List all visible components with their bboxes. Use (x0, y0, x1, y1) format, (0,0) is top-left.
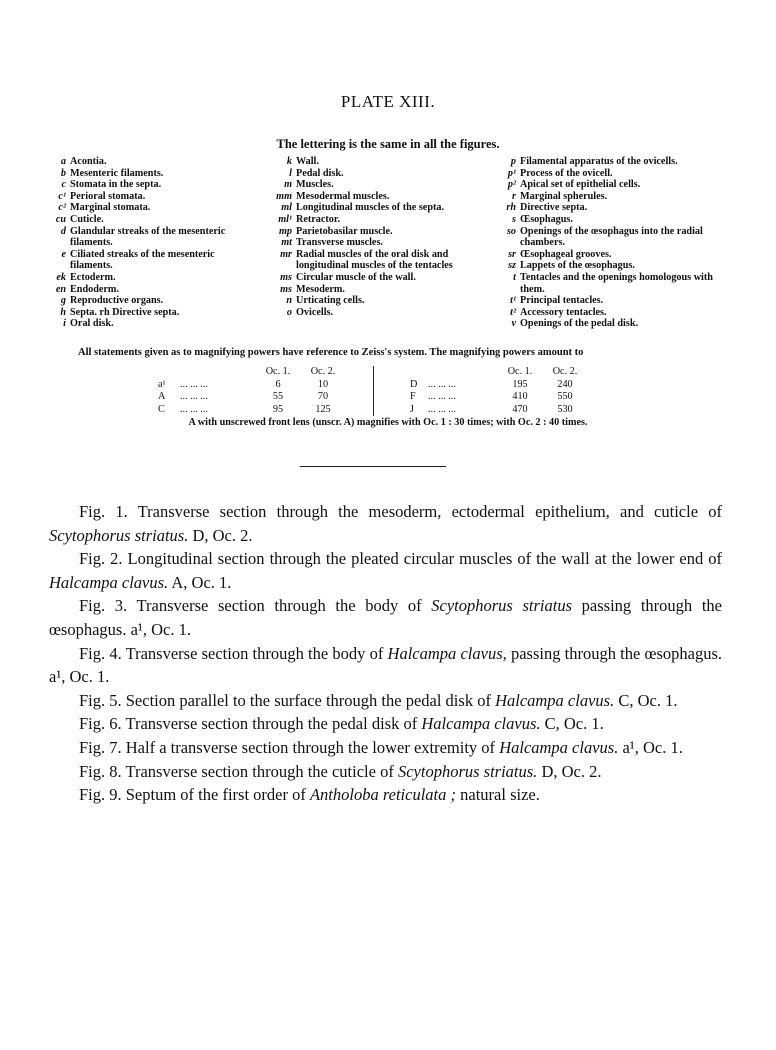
legend-description: Urticating cells. (296, 295, 365, 307)
legend-item (270, 179, 480, 191)
legend-key: c (61, 179, 66, 191)
legend-item (498, 179, 728, 191)
magnification-table-left (158, 366, 368, 416)
oc2-value: 125 (315, 403, 331, 415)
legend-key: cu (55, 213, 66, 225)
oc1-value: 55 (272, 391, 284, 402)
leader-dots: ... ... ... (180, 391, 209, 402)
objective-label: C (158, 403, 165, 415)
legend-key: g (60, 295, 66, 307)
legend-description: Perioral stomata. (70, 190, 146, 202)
legend-key: p¹ (507, 167, 516, 179)
legend-key: d (60, 225, 66, 237)
legend-item (52, 318, 257, 330)
legend-key: r (512, 190, 516, 202)
legend-key: a (60, 156, 66, 167)
legend-item (498, 272, 728, 295)
legend-key: i (63, 318, 66, 330)
species-name: Scytophorus striatus. (397, 761, 538, 781)
legend-key: t (513, 271, 516, 283)
legend-item (498, 260, 728, 272)
oc1-value: 410 (512, 391, 528, 402)
legend-item (270, 226, 480, 238)
legend-item (52, 156, 257, 168)
oc1-value: 95 (272, 403, 284, 415)
section-divider (300, 466, 446, 467)
legend-description: Apical set of epithelial cells. (520, 179, 641, 191)
lettering-note: The lettering is the same in all the figures. (276, 137, 500, 151)
plate-title: PLATE XIII. (340, 92, 436, 111)
legend-item (52, 226, 257, 249)
legend-item (498, 295, 728, 307)
legend-description: Marginal spherules. (520, 190, 608, 202)
oc2-value: 240 (557, 378, 573, 390)
legend-item (52, 249, 257, 272)
magnification-row (158, 404, 368, 417)
oc2-value: 550 (557, 391, 573, 402)
legend-description: Mesenteric filaments. (70, 167, 164, 179)
legend-description: Ciliated streaks of the mesenteric filaments. (70, 248, 215, 272)
legend-item (498, 168, 728, 180)
legend-key: so (506, 225, 516, 237)
legend-item (52, 191, 257, 203)
legend-key: sz (508, 260, 516, 272)
magnification-row (410, 391, 610, 404)
legend-column-2 (270, 156, 480, 318)
legend-item (498, 307, 728, 319)
legend-description: Transverse muscles. (296, 237, 383, 249)
legend-item (270, 272, 480, 284)
caption-text: Fig. 4. Transverse section through the body of (79, 643, 388, 663)
legend-description: Openings of the œsophagus into the radial chambers. (520, 225, 703, 249)
legend-description: Septa. rh Directive septa. (70, 306, 180, 318)
legend-key: c¹ (58, 190, 66, 202)
caption-magnification: D, Oc. 2. (188, 525, 253, 545)
legend-item (498, 318, 728, 330)
species-name: Scytophorus striatus. (49, 525, 189, 545)
legend-key: v (511, 318, 516, 330)
legend-item (270, 214, 480, 226)
species-name: Scytophorus striatus (431, 596, 573, 616)
legend-item (270, 284, 480, 296)
legend-item (498, 226, 728, 249)
leader-dots: ... ... ... (428, 391, 457, 402)
magnification-row (158, 391, 368, 404)
legend-key: n (286, 295, 292, 307)
legend-key: en (55, 283, 66, 295)
legend-item (498, 202, 728, 214)
magnification-header (158, 366, 368, 379)
caption-text: Fig. 6. Transverse section through the pedal disk of (79, 714, 422, 734)
legend-key: ms (280, 271, 292, 283)
legend-item (52, 214, 257, 226)
column-header-oc2: Oc. 2. (552, 366, 578, 377)
caption-text: Fig. 8. Transverse section through the cuticle of (79, 761, 398, 781)
legend-key: o (286, 306, 292, 318)
oc2-value: 70 (317, 391, 329, 402)
figure-caption (49, 500, 722, 547)
legend-description: Lappets of the œsophagus. (520, 260, 635, 272)
legend-item (52, 295, 257, 307)
legend-description: Œsophagus. (520, 213, 573, 225)
legend-description: Reproductive organs. (70, 295, 164, 307)
species-name: Halcampa clavus. (421, 714, 541, 734)
legend-key: h (60, 306, 66, 318)
legend-item (498, 214, 728, 226)
oc1-value: 470 (512, 403, 528, 415)
legend-key: k (286, 156, 292, 167)
legend-item (270, 156, 480, 168)
species-name: Halcampa clavus. (499, 737, 619, 757)
legend-key: b (60, 167, 66, 179)
legend-key: t² (510, 306, 516, 318)
oc2-value: 10 (317, 378, 329, 390)
objective-label: a¹ (158, 378, 166, 390)
magnification-note: All statements given as to magnifying powers have reference to Zeiss's system. The magnifying powers amount to (78, 347, 584, 358)
legend-description: Glandular streaks of the mesenteric filaments. (70, 225, 226, 249)
legend-key: l (289, 167, 292, 179)
legend-description: Directive septa. (520, 202, 588, 214)
caption-magnification: a¹, Oc. 1. (618, 737, 683, 757)
caption-magnification: passing through the œsophagus. a¹, Oc. 1. (49, 596, 722, 639)
species-name: Antholoba reticulata ; (309, 785, 457, 805)
legend-item (270, 191, 480, 203)
leader-dots: ... ... ... (428, 378, 457, 390)
legend-description: Principal tentacles. (520, 295, 604, 307)
column-header-oc1: Oc. 1. (507, 366, 533, 377)
legend-key: mp (278, 225, 292, 237)
legend-description: Stomata in the septa. (70, 179, 162, 191)
legend-column-1 (52, 156, 257, 330)
legend-description: Muscles. (296, 179, 334, 191)
figure-caption (49, 547, 722, 594)
legend-key: p² (507, 179, 516, 191)
legend-description: Marginal stomata. (70, 202, 151, 214)
legend-item (52, 168, 257, 180)
legend-description: Tentacles and the openings homologous with them. (520, 271, 713, 295)
legend-item (498, 156, 728, 168)
legend-description: Wall. (296, 156, 319, 167)
unscrewed-lens-note: A with unscrewed front lens (unscr. A) magnifies with Oc. 1 : 30 times; with Oc. 2 : 40 times. (188, 417, 588, 428)
magnification-row (410, 379, 610, 392)
caption-magnification: passing through the œsophagus. a¹, Oc. 1. (49, 643, 722, 687)
legend-item (498, 249, 728, 261)
legend-item (270, 202, 480, 214)
oc1-value: 6 (275, 378, 281, 390)
figure-caption (49, 760, 722, 784)
legend-key: ek (56, 271, 66, 283)
legend-description: Accessory tentacles. (520, 306, 607, 318)
objective-label: F (410, 391, 416, 402)
species-name: Halcampa clavus. (49, 572, 169, 592)
legend-description: Ectoderm. (70, 271, 116, 283)
legend-description: Filamental apparatus of the ovicells. (520, 156, 678, 167)
caption-text: Fig. 2. Longitudinal section through the pleated circular muscles of the wall at the lower end of (79, 549, 722, 569)
figure-captions (49, 500, 722, 807)
caption-magnification: C, Oc. 1. (614, 690, 678, 710)
legend-key: rh (506, 202, 516, 214)
legend-key: mt (281, 237, 292, 249)
figure-caption (49, 642, 722, 689)
legend-key: t¹ (510, 295, 516, 307)
species-name: Halcampa clavus. (495, 690, 615, 710)
leader-dots: ... ... ... (180, 378, 209, 390)
legend-key: ml¹ (278, 213, 292, 225)
legend-key: e (61, 248, 66, 260)
oc2-value: 530 (557, 403, 573, 415)
caption-text: Fig. 3. Transverse section through the body of (79, 596, 432, 616)
legend-description: Longitudinal muscles of the septa. (296, 202, 445, 214)
legend-item (52, 272, 257, 284)
figure-caption (49, 712, 722, 736)
legend-key: p (510, 156, 516, 167)
legend-key: ms (280, 283, 292, 295)
legend-description: Circular muscle of the wall. (296, 271, 416, 283)
legend-description: Oral disk. (70, 318, 114, 330)
legend-item (270, 307, 480, 319)
figure-caption (49, 594, 722, 641)
objective-label: A (158, 391, 166, 402)
caption-text: Fig. 7. Half a transverse section through the lower extremity of (79, 737, 500, 757)
legend-description: Retractor. (296, 213, 341, 225)
caption-text: Fig. 1. Transverse section through the mesoderm, ectodermal epithelium, and cuticle of (79, 502, 722, 521)
caption-magnification: D, Oc. 2. (537, 761, 602, 781)
legend-description: Parietobasilar muscle. (296, 225, 393, 237)
legend-key: sr (508, 248, 516, 260)
legend-description: Cuticle. (70, 213, 104, 225)
column-header-oc2: Oc. 2. (310, 366, 336, 377)
magnification-row (158, 379, 368, 392)
objective-label: J (410, 403, 414, 415)
legend-description: Endoderm. (70, 283, 119, 295)
legend-key: c² (58, 202, 66, 214)
species-name: Halcampa clavus, (387, 643, 507, 663)
legend-item (270, 249, 480, 272)
legend-description: Openings of the pedal disk. (520, 318, 639, 330)
legend-item (498, 191, 728, 203)
objective-label: D (410, 378, 418, 390)
figure-caption (49, 736, 722, 760)
legend-item (52, 307, 257, 319)
leader-dots: ... ... ... (180, 403, 209, 415)
leader-dots: ... ... ... (428, 403, 457, 415)
legend-key: m (284, 179, 292, 191)
caption-magnification: C, Oc. 1. (540, 714, 604, 734)
legend-description: Ovicells. (296, 306, 334, 318)
legend-description: Radial muscles of the oral disk and longitudinal muscles of the tentacles (296, 248, 453, 272)
legend-item (52, 284, 257, 296)
legend-description: Pedal disk. (296, 167, 344, 179)
legend-item (270, 237, 480, 249)
caption-text: Fig. 9. Septum of the first order of (79, 785, 310, 805)
magnification-table-right (410, 366, 610, 416)
legend-column-3 (498, 156, 728, 330)
legend-description: Acontia. (70, 156, 107, 167)
legend-item (270, 168, 480, 180)
legend-item (52, 202, 257, 214)
legend-description: Mesoderm. (296, 283, 345, 295)
legend-description: Œsophageal grooves. (520, 248, 612, 260)
table-divider (373, 366, 374, 416)
caption-magnification: A, Oc. 1. (168, 572, 232, 592)
oc1-value: 195 (512, 378, 528, 390)
figure-caption (49, 689, 722, 713)
legend-key: mm (276, 190, 292, 202)
legend-description: Process of the ovicell. (520, 167, 613, 179)
legend-description: Mesodermal muscles. (296, 190, 390, 202)
caption-text: Fig. 5. Section parallel to the surface through the pedal disk of (79, 690, 496, 710)
figure-caption (49, 783, 722, 807)
legend-key: mr (280, 248, 292, 260)
legend-key: s (512, 213, 516, 225)
legend-key: ml (281, 202, 292, 214)
magnification-row (410, 404, 610, 417)
column-header-oc1: Oc. 1. (265, 366, 291, 377)
legend-item (270, 295, 480, 307)
magnification-header (410, 366, 610, 379)
caption-magnification: natural size. (456, 785, 540, 805)
legend-item (52, 179, 257, 191)
